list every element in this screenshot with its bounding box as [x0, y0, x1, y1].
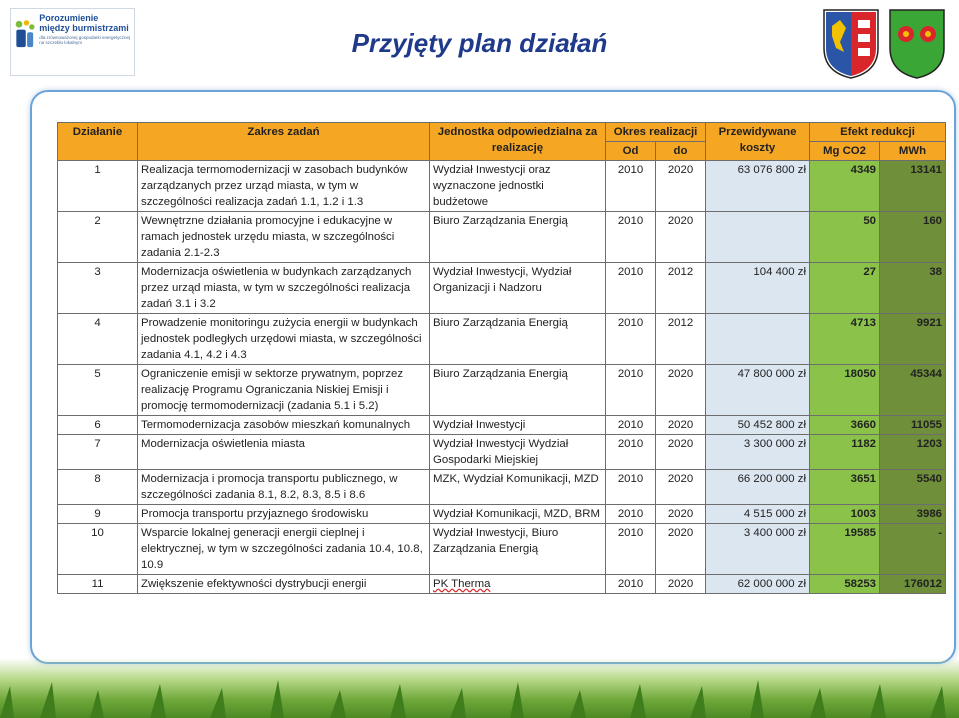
page-title: Przyjęty plan działań	[351, 28, 608, 58]
row-to: 2020	[656, 505, 706, 524]
row-scope: Wsparcie lokalnej generacji energii cieplnej i elektrycznej, w tym w szczególności zadania 10.4, 10.8, 10.9	[138, 524, 430, 575]
row-unit: Wydział Inwestycji	[430, 416, 606, 435]
table-row	[58, 161, 946, 212]
row-cost: 66 200 000 zł	[706, 470, 810, 505]
row-number: 4	[58, 314, 138, 365]
row-number: 1	[58, 161, 138, 212]
county-crest-icon	[888, 8, 946, 80]
row-unit: Biuro Zarządzania Energią	[430, 365, 606, 416]
row-unit: Biuro Zarządzania Energią	[430, 314, 606, 365]
table-row	[58, 524, 946, 575]
row-to: 2020	[656, 575, 706, 594]
row-co2: 4349	[810, 161, 880, 212]
row-from: 2010	[606, 575, 656, 594]
grass-blades-icon	[0, 678, 959, 718]
table-row	[58, 212, 946, 263]
row-number: 5	[58, 365, 138, 416]
row-from: 2010	[606, 505, 656, 524]
header-from: Od	[606, 142, 656, 161]
row-from: 2010	[606, 524, 656, 575]
row-cost	[706, 212, 810, 263]
header-mwh: MWh	[880, 142, 946, 161]
row-cost: 62 000 000 zł	[706, 575, 810, 594]
row-mwh: 38	[880, 263, 946, 314]
header-cost: Przewidywane koszty	[706, 123, 810, 161]
row-scope: Ograniczenie emisji w sektorze prywatnym, poprzez realizację Programu Ograniczania Niskiej Emisji i promocję termomodernizacji (zadania 5.1 i 5.2)	[138, 365, 430, 416]
table-row	[58, 575, 946, 594]
row-scope: Realizacja termomodernizacji w zasobach budynków zarządzanych przez urząd miasta, w tym w szczególności realizacja zadań 1.1, 1.2 i 1.3	[138, 161, 430, 212]
row-unit: Wydział Inwestycji, Wydział Organizacji i Nadzoru	[430, 263, 606, 314]
table-row	[58, 365, 946, 416]
row-unit: Wydział Komunikacji, MZD, BRM	[430, 505, 606, 524]
row-co2: 3660	[810, 416, 880, 435]
row-to: 2020	[656, 416, 706, 435]
row-cost: 4 515 000 zł	[706, 505, 810, 524]
row-scope: Modernizacja i promocja transportu publicznego, w szczególności zadania 8.1, 8.2, 8.3, 8.5 i 8.6	[138, 470, 430, 505]
logo-title-line2: między burmistrzami	[39, 23, 129, 33]
row-scope: Zwiększenie efektywności dystrybucji energii	[138, 575, 430, 594]
row-scope: Modernizacja oświetlenia w budynkach zarządzanych przez urząd miasta, w tym w szczególności realizacja zadań 3.1 i 3.2	[138, 263, 430, 314]
row-mwh: 1203	[880, 435, 946, 470]
row-co2: 58253	[810, 575, 880, 594]
row-unit: Biuro Zarządzania Energią	[430, 212, 606, 263]
row-mwh: 45344	[880, 365, 946, 416]
row-scope: Wewnętrzne działania promocyjne i edukacyjne w ramach jednostek urzędu miasta, w szczególności zadania 2.1-2.3	[138, 212, 430, 263]
header-action: Działanie	[58, 123, 138, 161]
row-co2: 50	[810, 212, 880, 263]
header-period: Okres realizacji	[606, 123, 706, 142]
table-row	[58, 470, 946, 505]
row-number: 2	[58, 212, 138, 263]
row-to: 2012	[656, 263, 706, 314]
header-effect: Efekt redukcji	[810, 123, 946, 142]
logo-title-line1: Porozumienie	[39, 13, 99, 23]
row-mwh: 13141	[880, 161, 946, 212]
row-from: 2010	[606, 314, 656, 365]
row-co2: 19585	[810, 524, 880, 575]
row-number: 11	[58, 575, 138, 594]
row-cost: 50 452 800 zł	[706, 416, 810, 435]
row-number: 9	[58, 505, 138, 524]
row-unit: PK Therma	[430, 575, 606, 594]
row-unit: MZK, Wydział Komunikacji, MZD	[430, 470, 606, 505]
row-number: 7	[58, 435, 138, 470]
row-mwh: 160	[880, 212, 946, 263]
table-row	[58, 435, 946, 470]
row-co2: 1182	[810, 435, 880, 470]
table-row	[58, 416, 946, 435]
row-number: 6	[58, 416, 138, 435]
row-cost: 47 800 000 zł	[706, 365, 810, 416]
row-number: 8	[58, 470, 138, 505]
row-co2: 3651	[810, 470, 880, 505]
table-row	[58, 314, 946, 365]
row-to: 2020	[656, 435, 706, 470]
grass-decoration	[0, 658, 959, 718]
row-cost: 63 076 800 zł	[706, 161, 810, 212]
row-scope: Modernizacja oświetlenia miasta	[138, 435, 430, 470]
row-mwh: 3986	[880, 505, 946, 524]
row-co2: 1003	[810, 505, 880, 524]
row-mwh: 11055	[880, 416, 946, 435]
row-from: 2010	[606, 365, 656, 416]
city-crest-icon	[822, 8, 880, 80]
row-to: 2012	[656, 314, 706, 365]
row-cost	[706, 314, 810, 365]
row-from: 2010	[606, 161, 656, 212]
row-to: 2020	[656, 212, 706, 263]
row-unit: Wydział Inwestycji oraz wyznaczone jednostki budżetowe	[430, 161, 606, 212]
row-mwh: 176012	[880, 575, 946, 594]
table-row	[58, 263, 946, 314]
row-from: 2010	[606, 470, 656, 505]
row-from: 2010	[606, 263, 656, 314]
row-unit: Wydział Inwestycji Wydział Gospodarki Miejskiej	[430, 435, 606, 470]
row-from: 2010	[606, 435, 656, 470]
row-number: 10	[58, 524, 138, 575]
header-scope: Zakres zadań	[138, 123, 430, 161]
row-cost: 104 400 zł	[706, 263, 810, 314]
row-from: 2010	[606, 416, 656, 435]
row-mwh: -	[880, 524, 946, 575]
row-mwh: 9921	[880, 314, 946, 365]
row-mwh: 5540	[880, 470, 946, 505]
row-scope: Termomodernizacja zasobów mieszkań komunalnych	[138, 416, 430, 435]
row-to: 2020	[656, 524, 706, 575]
row-scope: Prowadzenie monitoringu zużycia energii w budynkach jednostek podległych urzędowi miasta, w szczególności zadania 4.1, 4.2 i 4.3	[138, 314, 430, 365]
row-to: 2020	[656, 365, 706, 416]
row-scope: Promocja transportu przyjaznego środowisku	[138, 505, 430, 524]
row-cost: 3 300 000 zł	[706, 435, 810, 470]
row-cost: 3 400 000 zł	[706, 524, 810, 575]
row-from: 2010	[606, 212, 656, 263]
row-number: 3	[58, 263, 138, 314]
header-to: do	[656, 142, 706, 161]
logo-subtitle: dla zrównoważonej gospodarki energetycznej na szczeblu lokalnym	[39, 35, 131, 45]
row-to: 2020	[656, 470, 706, 505]
row-unit: Wydział Inwestycji, Biuro Zarządzania Energią	[430, 524, 606, 575]
action-plan-table	[57, 122, 946, 594]
row-co2: 27	[810, 263, 880, 314]
row-co2: 4713	[810, 314, 880, 365]
header-co2: Mg CO2	[810, 142, 880, 161]
table-row	[58, 505, 946, 524]
row-co2: 18050	[810, 365, 880, 416]
row-to: 2020	[656, 161, 706, 212]
header-unit: Jednostka odpowiedzialna za realizację	[430, 123, 606, 161]
